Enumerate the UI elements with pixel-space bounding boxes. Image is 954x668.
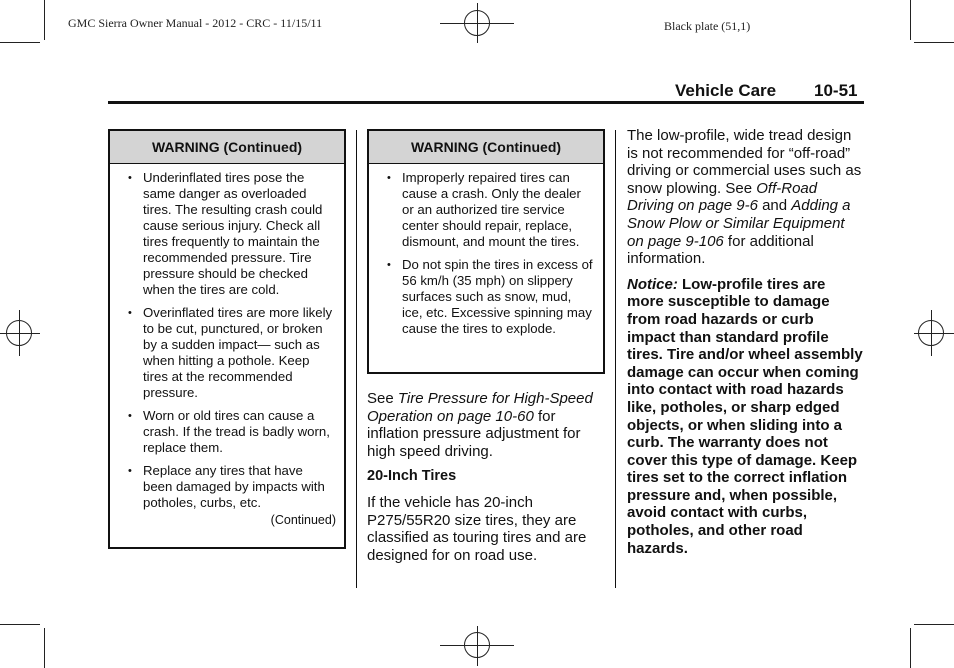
section-title: Vehicle Care xyxy=(675,81,777,100)
registration-crosshair xyxy=(477,626,478,666)
crop-mark xyxy=(0,624,40,625)
plate-info-left: GMC Sierra Owner Manual - 2012 - CRC - 11/15/11 xyxy=(68,16,323,30)
registration-crosshair xyxy=(477,3,478,43)
page-number: 10-51 xyxy=(814,81,858,100)
cross-reference-link[interactable]: Off-Road Driving on page 9-6 xyxy=(627,179,818,215)
list-item: • Do not spin the tires in excess of 56 km/h (35 mph) on slippery surfaces such as snow, mud, ice, etc. Excessive spinning may cause the tires to explode. xyxy=(387,257,593,336)
cross-reference-link[interactable]: Adding a Snow Plow or Similar Equipment on page 9-106 xyxy=(627,197,851,250)
column-2-text xyxy=(367,390,607,572)
plate-info-right: Black plate (51,1) xyxy=(664,19,751,33)
list-item: • Improperly repaired tires can cause a crash. Only the dealer or an authorized tire service center should repair, replace, dismount, and mount the tires. xyxy=(387,170,581,249)
warning-heading: WARNING (Continued) xyxy=(369,131,603,164)
registration-crosshair xyxy=(0,333,40,334)
column-3-text xyxy=(627,127,863,565)
bullet-icon: • xyxy=(128,307,132,319)
list-item: • Replace any tires that have been damaged by impacts with potholes, curbs, etc. xyxy=(128,463,325,510)
paragraph: The low-profile, wide tread design is not recommended for “off-road” driving or commercial uses such as snow plowing. See Off-Road Driving on page 9-6 and Adding a Snow Plow or Similar Equipment on page 9-106 for additional information. xyxy=(627,127,862,268)
warning-list xyxy=(369,164,603,337)
warning-list xyxy=(110,164,344,511)
bullet-icon: • xyxy=(128,465,132,477)
crop-mark xyxy=(914,42,954,43)
paragraph: If the vehicle has 20-inch P275/55R20 size tires, they are classified as touring tires and are designed for on road use. xyxy=(367,493,587,564)
crop-mark xyxy=(910,628,911,668)
crop-mark xyxy=(910,0,911,40)
bullet-icon: • xyxy=(387,259,391,271)
subheading: 20-Inch Tires xyxy=(367,468,457,485)
registration-crosshair xyxy=(19,310,20,356)
registration-crosshair xyxy=(931,310,932,356)
warning-heading: WARNING (Continued) xyxy=(110,131,344,164)
registration-crosshair xyxy=(914,333,954,334)
column-divider xyxy=(356,130,357,588)
crop-mark xyxy=(44,0,45,40)
paragraph: See Tire Pressure for High-Speed Operation on page 10-60 for inflation pressure adjustment for high speed driving. xyxy=(367,390,593,460)
crop-mark xyxy=(914,624,954,625)
cross-reference-link[interactable]: Tire Pressure for High-Speed Operation on page 10-60 xyxy=(367,390,593,425)
list-item: • Worn or old tires can cause a crash. If the tread is badly worn, replace them. xyxy=(128,408,330,455)
column-divider xyxy=(615,130,616,588)
header-rule xyxy=(108,101,864,104)
bullet-icon: • xyxy=(128,410,132,422)
bullet-icon: • xyxy=(387,172,391,184)
continued-label: (Continued) xyxy=(270,513,336,527)
bullet-icon: • xyxy=(128,172,132,184)
warning-box xyxy=(108,129,346,549)
list-item: • Underinflated tires pose the same danger as overloaded tires. The resulting crash could cause serious injury. Check all tires frequently to maintain the recommended pressure. Tire pressure should be checked when the tires are cold. xyxy=(128,170,323,297)
warning-box xyxy=(367,129,605,374)
crop-mark xyxy=(0,42,40,43)
notice-label: Notice: xyxy=(627,275,678,293)
notice-paragraph: Notice: Low-profile tires are more susceptible to damage from road hazards or curb impact than standard profile tires. Tire and/or wheel assembly damage can occur when coming into contact with road hazards like, potholes, or sharp edged objects, or when sliding into a curb. The warranty does not cover this type of damage. Keep tires set to the correct inflation pressure and, when possible, avoid contact with curbs, potholes, and other road hazards. xyxy=(627,275,863,557)
list-item: • Overinflated tires are more likely to be cut, punctured, or broken by a sudden impact— such as when hitting a pothole. Keep tires at the recommended pressure. xyxy=(128,305,333,400)
crop-mark xyxy=(44,628,45,668)
